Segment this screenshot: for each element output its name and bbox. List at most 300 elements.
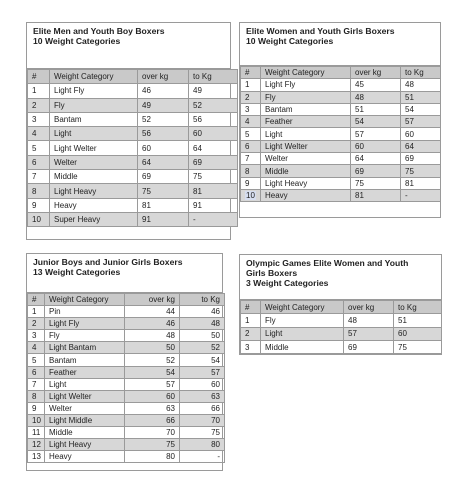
column-header: to Kg (189, 70, 238, 84)
cell-text: 1 (32, 307, 37, 317)
cell-text: Fly (265, 92, 276, 102)
cell-text: 6 (245, 141, 250, 151)
cell-text: 69 (405, 154, 414, 164)
table-row (28, 439, 225, 451)
table-title-line: Girls Boxers (246, 268, 298, 278)
table-row (241, 103, 441, 115)
column-header: # (241, 301, 261, 314)
row-number-cell (28, 155, 50, 169)
column-header: Weight Category (261, 67, 351, 79)
cell-text: Middle (265, 342, 289, 352)
row-number-cell (28, 212, 50, 226)
cell-text: 6 (32, 157, 37, 167)
over-kg-cell (351, 140, 401, 152)
category-cell (45, 414, 125, 426)
table-title-line: Junior Boys and Junior Girls Boxers (33, 257, 183, 267)
cell-text: 48 (211, 319, 220, 329)
category-cell (45, 318, 125, 330)
to-kg-cell (401, 140, 441, 152)
table-row (28, 402, 225, 414)
to-kg-cell (180, 342, 225, 354)
cell-text: Heavy (265, 191, 288, 201)
cell-text: 46 (166, 319, 175, 329)
to-kg-cell (180, 366, 225, 378)
cell-text: 5 (245, 129, 250, 139)
category-cell (50, 127, 138, 141)
table-row (28, 318, 225, 330)
cell-text: 57 (166, 379, 175, 389)
to-kg-cell (401, 128, 441, 140)
cell-text: 60 (211, 379, 220, 389)
to-kg-cell (401, 165, 441, 177)
table-row (28, 141, 238, 155)
to-kg-cell (401, 79, 441, 91)
cell-text: Light Bantam (49, 343, 97, 353)
cell-text: 81 (405, 178, 414, 188)
cell-text: 4 (32, 129, 37, 139)
row-number-cell (241, 340, 261, 353)
cell-text: Feather (265, 117, 293, 127)
table-row (241, 314, 442, 327)
cell-text: 75 (193, 172, 202, 182)
table-row (28, 98, 238, 112)
over-kg-cell (344, 314, 394, 327)
cell-text: 1 (32, 86, 37, 96)
cell-text: 75 (166, 440, 175, 450)
cell-text: 8 (245, 166, 250, 176)
category-cell (45, 390, 125, 402)
cell-text: Light Welter (265, 141, 308, 151)
cell-text: Light Welter (54, 143, 97, 153)
to-kg-cell (401, 91, 441, 103)
to-kg-cell (394, 340, 442, 353)
row-number-cell (28, 451, 45, 463)
category-cell (261, 314, 344, 327)
table-row (241, 340, 442, 353)
column-header: Weight Category (50, 70, 138, 84)
over-kg-cell (351, 165, 401, 177)
cell-text: 7 (32, 379, 37, 389)
category-cell (50, 184, 138, 198)
to-kg-cell (180, 318, 225, 330)
table-row (28, 170, 238, 184)
table-row (28, 342, 225, 354)
table-row (241, 153, 441, 165)
cell-text: 60 (166, 391, 175, 401)
table-title (240, 23, 440, 66)
over-kg-cell (138, 184, 189, 198)
cell-text: 2 (245, 92, 250, 102)
category-cell (261, 140, 351, 152)
cell-text: 1 (245, 315, 250, 325)
cell-text: 54 (211, 355, 220, 365)
to-kg-cell (189, 98, 238, 112)
cell-text: 8 (32, 186, 37, 196)
column-header: to Kg (401, 67, 441, 79)
category-cell (261, 128, 351, 140)
table-row (28, 378, 225, 390)
row-number-cell (28, 170, 50, 184)
cell-text: 56 (193, 115, 202, 125)
over-kg-cell (138, 141, 189, 155)
cell-text: - (217, 452, 220, 462)
category-cell (261, 116, 351, 128)
row-number-cell (28, 366, 45, 378)
cell-text: 60 (193, 129, 202, 139)
table-row (241, 79, 441, 91)
cell-text: Super Heavy (54, 215, 101, 225)
to-kg-cell (180, 414, 225, 426)
cell-text: Pin (49, 307, 61, 317)
table-row (241, 327, 442, 340)
row-number-cell (28, 98, 50, 112)
row-number-cell (241, 189, 261, 201)
cell-text: Heavy (49, 452, 72, 462)
cell-text: 51 (398, 315, 407, 325)
cell-text: 54 (355, 117, 364, 127)
category-cell (261, 79, 351, 91)
cell-text: 46 (142, 86, 151, 96)
row-number-cell (241, 79, 261, 91)
cell-text: Welter (265, 154, 288, 164)
category-cell (261, 340, 344, 353)
cell-text: 4 (32, 343, 37, 353)
table-row (28, 198, 238, 212)
cell-text: 51 (355, 105, 364, 115)
cell-text: 3 (245, 342, 250, 352)
over-kg-cell (351, 79, 401, 91)
row-number-cell (28, 330, 45, 342)
to-kg-cell (189, 212, 238, 226)
cell-text: 46 (211, 307, 220, 317)
cell-text: 54 (405, 105, 414, 115)
over-kg-cell (125, 318, 180, 330)
cell-text: Light Fly (49, 319, 80, 329)
row-number-cell (28, 112, 50, 126)
cell-text: Middle (49, 428, 73, 438)
to-kg-cell (401, 177, 441, 189)
cell-text: 66 (211, 403, 220, 413)
row-number-cell (28, 378, 45, 390)
column-header: over kg (351, 67, 401, 79)
category-cell (50, 98, 138, 112)
cell-text: Feather (49, 367, 77, 377)
cell-text: Light (265, 129, 283, 139)
category-cell (45, 342, 125, 354)
cell-text: 48 (355, 92, 364, 102)
cell-text: 10 (32, 215, 41, 225)
cell-text: 45 (355, 80, 364, 90)
cell-text: Fly (265, 315, 276, 325)
row-number-cell (241, 140, 261, 152)
cell-text: 56 (142, 129, 151, 139)
cell-text: 80 (211, 440, 220, 450)
cell-text: Bantam (54, 115, 82, 125)
category-cell (50, 141, 138, 155)
to-kg-cell (189, 127, 238, 141)
cell-text: 52 (142, 115, 151, 125)
table-header-row (28, 70, 238, 84)
over-kg-cell (138, 212, 189, 226)
cell-text: 69 (348, 342, 357, 352)
category-cell (261, 153, 351, 165)
cell-text: 64 (355, 154, 364, 164)
category-cell (45, 439, 125, 451)
column-header: # (28, 70, 50, 84)
cell-text: 64 (142, 157, 151, 167)
cell-text: 13 (32, 452, 41, 462)
cell-text: Fly (54, 100, 65, 110)
to-kg-cell (180, 354, 225, 366)
to-kg-cell (401, 153, 441, 165)
cell-text: 60 (142, 143, 151, 153)
over-kg-cell (351, 128, 401, 140)
cell-text: 1 (245, 80, 250, 90)
over-kg-cell (125, 402, 180, 414)
table-row (241, 116, 441, 128)
row-number-cell (241, 103, 261, 115)
row-number-cell (28, 354, 45, 366)
cell-text: Light (54, 129, 72, 139)
category-cell (45, 378, 125, 390)
row-number-cell (241, 327, 261, 340)
category-cell (50, 212, 138, 226)
olympic-table-panel (239, 254, 442, 355)
table-title-line: 3 Weight Categories (246, 278, 329, 288)
cell-text: 69 (193, 157, 202, 167)
table-title (240, 255, 441, 300)
cell-text: 10 (246, 191, 255, 201)
over-kg-cell (138, 198, 189, 212)
cell-text: Light Welter (49, 391, 92, 401)
cell-text: 57 (348, 329, 357, 339)
to-kg-cell (180, 439, 225, 451)
table-row (241, 140, 441, 152)
to-kg-cell (180, 378, 225, 390)
table-row (28, 155, 238, 169)
over-kg-cell (138, 127, 189, 141)
cell-text: 75 (405, 166, 414, 176)
cell-text: 3 (32, 331, 37, 341)
category-cell (50, 170, 138, 184)
cell-text: 64 (193, 143, 202, 153)
cell-text: 57 (355, 129, 364, 139)
to-kg-cell (180, 427, 225, 439)
cell-text: 75 (398, 342, 407, 352)
over-kg-cell (351, 153, 401, 165)
cell-text: 2 (32, 319, 37, 329)
category-cell (261, 189, 351, 201)
row-number-cell (241, 128, 261, 140)
weight-category-table (240, 300, 442, 354)
to-kg-cell (394, 314, 442, 327)
cell-text: 60 (405, 129, 414, 139)
over-kg-cell (351, 177, 401, 189)
column-header: to Kg (394, 301, 442, 314)
table-row (28, 112, 238, 126)
cell-text: - (405, 191, 408, 201)
table-row (241, 189, 441, 201)
cell-text: Middle (265, 166, 289, 176)
cell-text: 81 (355, 191, 364, 201)
cell-text: 6 (32, 367, 37, 377)
over-kg-cell (125, 414, 180, 426)
to-kg-cell (401, 116, 441, 128)
column-header: over kg (344, 301, 394, 314)
column-header: Weight Category (45, 294, 125, 306)
over-kg-cell (138, 98, 189, 112)
cell-text: Light Middle (49, 415, 93, 425)
category-cell (45, 402, 125, 414)
cell-text: 57 (405, 117, 414, 127)
to-kg-cell (189, 198, 238, 212)
column-header: # (241, 67, 261, 79)
cell-text: 50 (211, 331, 220, 341)
cell-text: 80 (166, 452, 175, 462)
to-kg-cell (394, 327, 442, 340)
row-number-cell (28, 427, 45, 439)
to-kg-cell (189, 112, 238, 126)
over-kg-cell (125, 427, 180, 439)
cell-text: 7 (32, 172, 37, 182)
row-number-cell (241, 91, 261, 103)
to-kg-cell (180, 402, 225, 414)
cell-text: 9 (32, 200, 37, 210)
cell-text: 48 (348, 315, 357, 325)
table-row (28, 427, 225, 439)
over-kg-cell (351, 103, 401, 115)
row-number-cell (28, 390, 45, 402)
table-header-row (241, 301, 442, 314)
cell-text: 5 (32, 143, 37, 153)
cell-text: 91 (142, 215, 151, 225)
cell-text: 75 (142, 186, 151, 196)
cell-text: 70 (166, 428, 175, 438)
cell-text: 81 (142, 200, 151, 210)
table-row (241, 165, 441, 177)
cell-text: Light (265, 329, 283, 339)
elite-men-table-panel (26, 22, 231, 240)
column-header: over kg (138, 70, 189, 84)
to-kg-cell (189, 184, 238, 198)
table-row (28, 212, 238, 226)
over-kg-cell (125, 378, 180, 390)
table-row (28, 354, 225, 366)
cell-text: 81 (193, 186, 202, 196)
cell-text: Middle (54, 172, 78, 182)
cell-text: Welter (54, 157, 77, 167)
cell-text: 91 (193, 200, 202, 210)
cell-text: 50 (166, 343, 175, 353)
elite-women-table-panel (239, 22, 441, 218)
category-cell (45, 354, 125, 366)
cell-text: 8 (32, 391, 37, 401)
cell-text: Light (49, 379, 67, 389)
table-row (28, 184, 238, 198)
to-kg-cell (401, 189, 441, 201)
table-row (28, 306, 225, 318)
over-kg-cell (138, 155, 189, 169)
cell-text: Bantam (49, 355, 77, 365)
to-kg-cell (180, 390, 225, 402)
cell-text: 69 (142, 172, 151, 182)
cell-text: Light Fly (54, 86, 85, 96)
cell-text: 52 (193, 100, 202, 110)
table-row (28, 330, 225, 342)
cell-text: 11 (32, 428, 41, 438)
category-cell (261, 177, 351, 189)
cell-text: 9 (32, 403, 37, 413)
row-number-cell (28, 342, 45, 354)
table-title-line: Elite Men and Youth Boy Boxers (33, 26, 165, 36)
cell-text: 52 (211, 343, 220, 353)
over-kg-cell (351, 116, 401, 128)
category-cell (50, 198, 138, 212)
cell-text: 3 (245, 105, 250, 115)
row-number-cell (28, 127, 50, 141)
cell-text: 69 (355, 166, 364, 176)
over-kg-cell (344, 340, 394, 353)
cell-text: 64 (405, 141, 414, 151)
cell-text: 7 (245, 154, 250, 164)
weight-category-table (27, 293, 225, 463)
table-title-line: Olympic Games Elite Women and Youth (246, 258, 409, 268)
table-row (28, 84, 238, 98)
weight-category-table (240, 66, 441, 202)
category-cell (261, 91, 351, 103)
column-header: to Kg (180, 294, 225, 306)
cell-text: 60 (355, 141, 364, 151)
table-title (27, 254, 222, 293)
row-number-cell (241, 116, 261, 128)
cell-text: 44 (166, 307, 175, 317)
category-cell (261, 103, 351, 115)
cell-text: 9 (245, 178, 250, 188)
over-kg-cell (351, 189, 401, 201)
column-header: Weight Category (261, 301, 344, 314)
over-kg-cell (351, 91, 401, 103)
cell-text: 4 (245, 117, 250, 127)
category-cell (45, 330, 125, 342)
table-row (241, 128, 441, 140)
row-number-cell (28, 318, 45, 330)
over-kg-cell (138, 112, 189, 126)
cell-text: 63 (211, 391, 220, 401)
cell-text: 63 (166, 403, 175, 413)
table-title-line: Elite Women and Youth Girls Boxers (246, 26, 395, 36)
cell-text: 54 (166, 367, 175, 377)
table-title (27, 23, 230, 69)
to-kg-cell (401, 103, 441, 115)
over-kg-cell (125, 366, 180, 378)
cell-text: 2 (245, 329, 250, 339)
cell-text: 75 (355, 178, 364, 188)
cell-text: Welter (49, 403, 72, 413)
cell-text: 51 (405, 92, 414, 102)
cell-text: 66 (166, 415, 175, 425)
cell-text: 57 (211, 367, 220, 377)
cell-text: 49 (142, 100, 151, 110)
table-row (28, 366, 225, 378)
weight-category-table (27, 69, 238, 227)
over-kg-cell (125, 342, 180, 354)
cell-text: 48 (166, 331, 175, 341)
row-number-cell (28, 141, 50, 155)
table-row (28, 451, 225, 463)
column-header: over kg (125, 294, 180, 306)
category-cell (45, 451, 125, 463)
category-cell (45, 427, 125, 439)
